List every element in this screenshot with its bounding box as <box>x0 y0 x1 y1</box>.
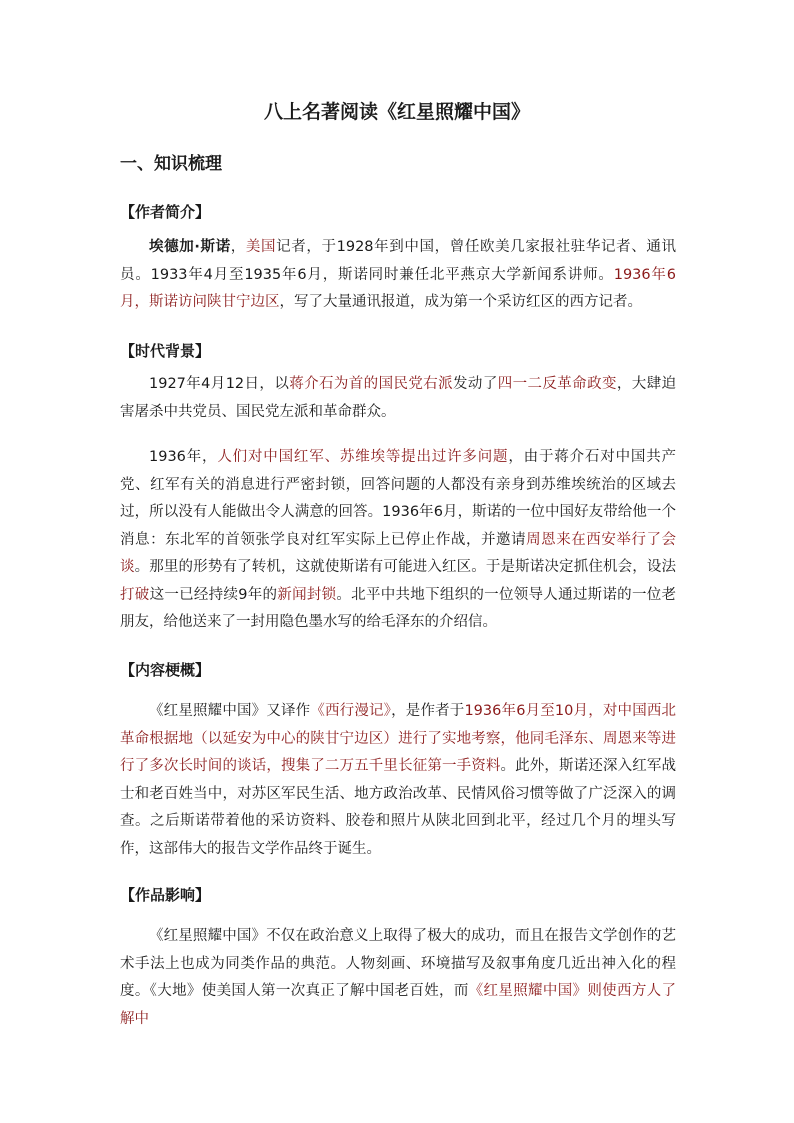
section-heading-knowledge: 一、知识梳理 <box>120 154 222 174</box>
author-name: 埃德加·斯诺 <box>149 239 231 255</box>
highlight-book-title: 《红星照耀中国》则使西方人了解中 <box>120 983 677 1027</box>
heading-influence: 【作品影响】 <box>120 886 211 904</box>
paragraph-summary: 《红星照耀中国》又译作《西行漫记》，是作者于1936年6月至10月，对中国西北革命根据地（以延安为中心的陕甘宁边区）进行了实地考察，他同毛泽东、周恩来等进行了多次长时间的谈话，搜集了二万五千里长征第一手资料。此外，斯诺还深入红军战士和老百姓当中，对苏区军民生活、地方政治改革、民情风俗习惯等做了广泛深入的调查。之后斯诺带着他的采访资料、胶卷和照片从陕北回到北平，经过几个月的埋头写作，这部伟大的报告文学作品终于诞生。 <box>120 703 677 857</box>
paragraph-author-intro: 埃德加·斯诺，美国记者，于1928年到中国，曾任欧美几家报社驻华记者、通讯员。1933年4月至1935年6月，斯诺同时兼任北平燕京大学新闻系讲师。1936年6月，斯诺访问陕甘宁边区，写了大量通讯报道，成为第一个采访红区的西方记者。 <box>120 239 676 310</box>
highlight-coup: 四一二反革命政变 <box>497 376 617 392</box>
heading-background: 【时代背景】 <box>120 342 211 360</box>
highlight-break: 打破 <box>120 586 150 603</box>
document-title: 八上名著阅读《红星照耀中国》 <box>263 101 530 123</box>
highlight-survey: 1936年6月至10月，对中国西北革命根据地（以延安为中心的陕甘宁边区）进行了实地考察，他同毛泽东、周恩来等进行了多次长时间的谈话，搜集了二万五千里长征第一手资料 <box>120 703 677 774</box>
highlight-nationality: 美国 <box>245 239 277 255</box>
heading-summary: 【内容梗概】 <box>120 661 211 679</box>
paragraph-background-2: 1936年，人们对中国红军、苏维埃等提出过许多问题，由于蒋介石对中国共产党、红军有关的消息进行严密封锁，回答问题的人都没有亲身到苏维埃统治的区域去过，所以没有人能做出令人满意的回答。1936年6月，斯诺的一位中国好友带给他一个消息：东北军的首领张学良对红军实际上已停止作战，并邀请周恩来在西安举行了会谈。那里的形势有了转机，这就使斯诺有可能进入红区。于是斯诺决定抓住机会，设法打破这一已经持续9年的新闻封锁。北平中共地下组织的一位领导人通过斯诺的一位老朋友，给他送来了一封用隐色墨水写的给毛泽东的介绍信。 <box>120 449 677 630</box>
highlight-right-wing: 蒋介石为首的国民党右派 <box>289 376 454 392</box>
highlight-alt-title: 《西行漫记》 <box>310 703 392 719</box>
paragraph-background-1: 1927年4月12日，以蒋介石为首的国民党右派发动了四一二反革命政变，大肆迫害屠杀中共党员、国民党左派和革命群众。 <box>120 376 677 420</box>
highlight-news-blockade: 新闻封锁 <box>277 586 337 603</box>
highlight-xian-talks: 周恩来在西安举行了会谈 <box>120 531 676 575</box>
highlight-visit: 1936年6月，斯诺访问陕甘宁边区 <box>120 266 676 310</box>
paragraph-influence: 《红星照耀中国》不仅在政治意义上取得了极大的成功，而且在报告文学创作的艺术手法上也成为同类作品的典范。人物刻画、环境描写及叙事角度几近出神入化的程度。《大地》使美国人第一次真正了解中国老百姓，而《红星照耀中国》则使西方人了解中 <box>120 928 677 1027</box>
heading-author-intro: 【作者简介】 <box>120 203 211 221</box>
highlight-questions: 人们对中国红军、苏维埃等提出过许多问题 <box>217 449 509 465</box>
